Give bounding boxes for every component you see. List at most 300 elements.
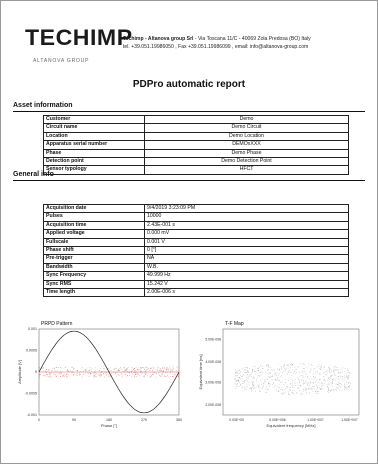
tf-point <box>236 381 237 382</box>
prpd-point <box>39 367 40 368</box>
tf-point <box>305 382 306 383</box>
tf-point <box>284 365 285 366</box>
asset-value: Demo Circuit <box>145 124 349 132</box>
tf-point <box>348 387 349 388</box>
tf-point <box>311 389 312 390</box>
tf-point <box>253 388 254 389</box>
prpd-point <box>156 373 157 374</box>
prpd-x-tick-label: 180 <box>106 418 112 422</box>
tf-point <box>328 377 329 378</box>
tf-point <box>246 380 247 381</box>
prpd-y-tick-label: 0.0005 <box>26 348 37 353</box>
tf-point <box>270 372 271 373</box>
tf-point <box>254 371 255 372</box>
prpd-point <box>122 373 123 374</box>
tf-point <box>291 373 292 374</box>
prpd-x-tick-label: 0 <box>38 418 40 422</box>
tf-point <box>276 385 277 386</box>
tf-point <box>289 393 290 394</box>
general-row <box>44 213 349 221</box>
asset-value: HFCT <box>145 166 349 174</box>
tf-point <box>344 388 345 389</box>
tf-point <box>258 385 259 386</box>
tf-point <box>280 376 281 377</box>
tf-point <box>332 375 333 376</box>
tf-point <box>288 392 289 393</box>
tf-point <box>247 386 248 387</box>
tf-point <box>336 375 337 376</box>
tf-point <box>235 383 236 384</box>
tf-point <box>284 392 285 393</box>
tf-point <box>260 391 261 392</box>
tf-point <box>313 374 314 375</box>
general-row <box>44 289 349 297</box>
tf-point <box>243 378 244 379</box>
tf-point <box>315 391 316 392</box>
tf-point <box>332 382 333 383</box>
general-row <box>44 221 349 229</box>
prpd-point <box>103 374 104 375</box>
tf-point <box>308 385 309 386</box>
tf-point <box>306 388 307 389</box>
asset-row <box>44 124 349 132</box>
tf-point <box>322 382 323 383</box>
asset-row <box>44 166 349 174</box>
tf-point <box>244 372 245 373</box>
tf-point <box>289 389 290 390</box>
tf-point <box>247 376 248 377</box>
prpd-point <box>55 370 56 371</box>
general-row <box>44 280 349 288</box>
tf-point <box>296 393 297 394</box>
prpd-point <box>177 367 178 368</box>
tf-point <box>253 379 254 380</box>
tf-point <box>330 372 331 373</box>
prpd-point <box>50 374 51 375</box>
prpd-point <box>43 368 44 369</box>
tf-point <box>333 378 334 379</box>
tf-point <box>301 386 302 387</box>
tf-point <box>325 372 326 373</box>
prpd-point <box>100 375 101 376</box>
tf-point <box>339 380 340 381</box>
tf-point <box>287 386 288 387</box>
tf-point <box>288 371 289 372</box>
prpd-point <box>151 368 152 369</box>
prpd-point <box>150 377 151 378</box>
tf-x-axis-label: Equivalent frequency [MHz] <box>266 423 316 428</box>
tf-point <box>252 387 253 388</box>
tf-point <box>326 371 327 372</box>
tf-point <box>295 367 296 368</box>
asset-key: Customer <box>44 116 145 124</box>
prpd-point <box>175 375 176 376</box>
prpd-point <box>178 367 179 368</box>
asset-key: Detection point <box>44 158 145 166</box>
prpd-point <box>60 376 61 377</box>
prpd-point <box>124 371 125 372</box>
tf-point <box>237 373 238 374</box>
tf-point <box>344 377 345 378</box>
general-key: Phase shift <box>44 247 145 255</box>
tf-point <box>248 374 249 375</box>
tf-point <box>299 382 300 383</box>
tf-point <box>253 381 254 382</box>
tf-point <box>288 366 289 367</box>
prpd-point <box>133 369 134 370</box>
tf-point <box>258 386 259 387</box>
tf-point <box>237 380 238 381</box>
tf-point <box>339 383 340 384</box>
tf-point <box>269 366 270 367</box>
tf-point <box>316 390 317 391</box>
tf-point <box>341 369 342 370</box>
tf-point <box>258 368 259 369</box>
prpd-point <box>152 367 153 368</box>
tf-point <box>279 391 280 392</box>
tf-point <box>345 387 346 388</box>
tf-point <box>248 372 249 373</box>
tf-point <box>340 378 341 379</box>
company-street: - Via Toscana 11/C - 40069 Zola Predosa (BO) Italy <box>193 36 311 42</box>
prpd-point <box>89 376 90 377</box>
tf-point <box>309 394 310 395</box>
prpd-point <box>169 367 170 368</box>
prpd-point <box>146 372 147 373</box>
tf-point <box>321 388 322 389</box>
prpd-point <box>51 377 52 378</box>
tf-point <box>251 373 252 374</box>
tf-point <box>311 387 312 388</box>
prpd-point <box>148 368 149 369</box>
tf-point <box>249 384 250 385</box>
tf-point <box>313 376 314 377</box>
asset-value: Demo Location <box>145 132 349 140</box>
tf-point <box>303 381 304 382</box>
report-header <box>25 25 365 65</box>
tf-point <box>248 377 249 378</box>
prpd-point <box>111 373 112 374</box>
tf-point <box>240 375 241 376</box>
prpd-point <box>64 376 65 377</box>
prpd-point <box>54 374 55 375</box>
tf-point <box>328 384 329 385</box>
tf-point <box>310 370 311 371</box>
prpd-point <box>94 375 95 376</box>
tf-point <box>235 381 236 382</box>
prpd-point <box>106 374 107 375</box>
tf-point <box>239 380 240 381</box>
prpd-point <box>150 368 151 369</box>
tf-point <box>282 394 283 395</box>
tf-point <box>276 375 277 376</box>
tf-point <box>303 383 304 384</box>
tf-point <box>257 368 258 369</box>
tf-point <box>239 370 240 371</box>
tf-point <box>269 377 270 378</box>
tf-point <box>247 377 248 378</box>
prpd-point <box>142 373 143 374</box>
tf-point <box>322 384 323 385</box>
tf-point <box>293 385 294 386</box>
tf-point <box>321 385 322 386</box>
prpd-point <box>166 369 167 370</box>
tf-map-chart <box>197 319 367 431</box>
tf-point <box>239 370 240 371</box>
tf-point <box>350 373 351 374</box>
tf-point <box>282 393 283 394</box>
tf-point <box>277 380 278 381</box>
tf-point <box>259 385 260 386</box>
tf-point <box>311 378 312 379</box>
prpd-point <box>99 374 100 375</box>
prpd-point <box>68 374 69 375</box>
asset-value: Demo Phase <box>145 149 349 157</box>
prpd-point <box>167 369 168 370</box>
tf-point <box>298 387 299 388</box>
prpd-point <box>59 373 60 374</box>
tf-point <box>319 387 320 388</box>
prpd-x-axis-label: Phase [°] <box>100 423 118 428</box>
tf-point <box>281 368 282 369</box>
prpd-point <box>63 376 64 377</box>
tf-map-chart-svg <box>197 319 367 431</box>
tf-point <box>289 394 290 395</box>
prpd-point <box>136 371 137 372</box>
prpd-point <box>168 369 169 370</box>
prpd-point <box>162 373 163 374</box>
prpd-point <box>63 376 64 377</box>
general-row <box>44 255 349 263</box>
prpd-point <box>150 376 151 377</box>
tf-point <box>270 384 271 385</box>
prpd-point <box>50 373 51 374</box>
tf-point <box>280 389 281 390</box>
prpd-point <box>47 374 48 375</box>
prpd-point <box>132 370 133 371</box>
general-key: Acquisition time <box>44 221 145 229</box>
prpd-point <box>60 367 61 368</box>
prpd-point <box>161 370 162 371</box>
tf-point <box>246 386 247 387</box>
tf-point <box>253 377 254 378</box>
company-address <box>123 35 375 51</box>
prpd-point <box>142 367 143 368</box>
tf-point <box>262 379 263 380</box>
tf-point <box>347 377 348 378</box>
tf-point <box>262 368 263 369</box>
prpd-y-tick-label: -0.0005 <box>24 391 37 396</box>
tf-point <box>287 387 288 388</box>
tf-point <box>272 376 273 377</box>
asset-row <box>44 141 349 149</box>
prpd-point <box>135 373 136 374</box>
tf-point <box>246 367 247 368</box>
tf-point <box>254 384 255 385</box>
tf-point <box>299 371 300 372</box>
prpd-point <box>83 371 84 372</box>
prpd-point <box>64 374 65 375</box>
prpd-point <box>140 372 141 373</box>
tf-point <box>328 378 329 379</box>
tf-point <box>285 392 286 393</box>
prpd-point <box>153 368 154 369</box>
prpd-point <box>39 377 40 378</box>
tf-point <box>317 391 318 392</box>
prpd-point <box>85 369 86 370</box>
prpd-point <box>108 368 109 369</box>
tf-point <box>344 389 345 390</box>
tf-point <box>288 372 289 373</box>
tf-point <box>282 390 283 391</box>
tf-point <box>340 387 341 388</box>
prpd-point <box>43 375 44 376</box>
tf-point <box>323 380 324 381</box>
tf-point <box>309 388 310 389</box>
tf-point <box>289 371 290 372</box>
prpd-point <box>121 374 122 375</box>
tf-point <box>254 378 255 379</box>
tf-point <box>320 389 321 390</box>
prpd-point <box>119 370 120 371</box>
tf-point <box>247 371 248 372</box>
tf-point <box>259 375 260 376</box>
prpd-point <box>128 369 129 370</box>
tf-point <box>322 388 323 389</box>
tf-point <box>252 382 253 383</box>
tf-point <box>267 392 268 393</box>
prpd-point <box>164 376 165 377</box>
tf-y-tick-label: 2.00E-008 <box>205 402 221 407</box>
tf-point <box>298 388 299 389</box>
prpd-point <box>147 369 148 370</box>
tf-point <box>331 382 332 383</box>
prpd-point <box>175 374 176 375</box>
tf-point <box>344 376 345 377</box>
tf-point <box>328 387 329 388</box>
tf-point <box>311 364 312 365</box>
prpd-point <box>104 377 105 378</box>
general-value: 0.000 mV <box>145 230 349 238</box>
prpd-point <box>76 375 77 376</box>
prpd-point <box>57 370 58 371</box>
tf-point <box>329 366 330 367</box>
tf-point <box>329 370 330 371</box>
tf-point <box>307 377 308 378</box>
tf-point <box>314 368 315 369</box>
tf-point <box>329 377 330 378</box>
tf-point <box>245 381 246 382</box>
tf-point <box>297 367 298 368</box>
tf-point <box>304 369 305 370</box>
prpd-point <box>145 373 146 374</box>
tf-point <box>309 392 310 393</box>
tf-point <box>334 375 335 376</box>
tf-point <box>256 379 257 380</box>
tf-point <box>260 365 261 366</box>
tf-point <box>342 372 343 373</box>
tf-point <box>348 370 349 371</box>
tf-point <box>348 375 349 376</box>
general-key: Pre-trigger <box>44 255 145 263</box>
tf-point <box>333 389 334 390</box>
tf-point <box>269 383 270 384</box>
prpd-point <box>163 370 164 371</box>
tf-point <box>273 383 274 384</box>
general-key: Sync RMS <box>44 280 145 288</box>
tf-point <box>346 382 347 383</box>
tf-point <box>293 393 294 394</box>
tf-point <box>306 392 307 393</box>
tf-point <box>334 372 335 373</box>
general-value: 49.999 Hz <box>145 272 349 280</box>
prpd-point <box>125 369 126 370</box>
tf-point <box>332 384 333 385</box>
prpd-point <box>101 374 102 375</box>
prpd-point <box>134 376 135 377</box>
prpd-point <box>135 374 136 375</box>
prpd-point <box>39 375 40 376</box>
tf-point <box>243 374 244 375</box>
tf-point <box>317 387 318 388</box>
prpd-point <box>111 370 112 371</box>
tf-point <box>335 370 336 371</box>
tf-point <box>339 390 340 391</box>
tf-point <box>285 369 286 370</box>
tf-point <box>336 377 337 378</box>
prpd-point <box>98 375 99 376</box>
prpd-point <box>147 375 148 376</box>
prpd-point <box>101 375 102 376</box>
tf-point <box>304 372 305 373</box>
prpd-point <box>136 372 137 373</box>
tf-point <box>242 387 243 388</box>
prpd-point <box>85 373 86 374</box>
tf-point <box>336 387 337 388</box>
general-key: Pulses <box>44 213 145 221</box>
prpd-point <box>109 374 110 375</box>
tf-point <box>279 373 280 374</box>
tf-point <box>335 366 336 367</box>
tf-point <box>295 379 296 380</box>
tf-point <box>256 387 257 388</box>
prpd-point <box>152 374 153 375</box>
tf-point <box>269 373 270 374</box>
tf-point <box>306 381 307 382</box>
prpd-point <box>48 376 49 377</box>
tf-point <box>281 387 282 388</box>
tf-point <box>239 386 240 387</box>
tf-point <box>342 386 343 387</box>
prpd-point <box>163 371 164 372</box>
tf-point <box>267 370 268 371</box>
prpd-point <box>95 374 96 375</box>
tf-point <box>266 387 267 388</box>
tf-point <box>308 364 309 365</box>
tf-point <box>252 369 253 370</box>
tf-point <box>288 365 289 366</box>
tf-x-tick-label: 1.50E+007 <box>341 418 358 422</box>
tf-point <box>332 386 333 387</box>
tf-point <box>316 380 317 381</box>
tf-point <box>307 367 308 368</box>
tf-point <box>324 379 325 380</box>
prpd-point <box>169 377 170 378</box>
tf-point <box>329 379 330 380</box>
tf-point <box>248 382 249 383</box>
prpd-point <box>51 376 52 377</box>
tf-point <box>262 387 263 388</box>
